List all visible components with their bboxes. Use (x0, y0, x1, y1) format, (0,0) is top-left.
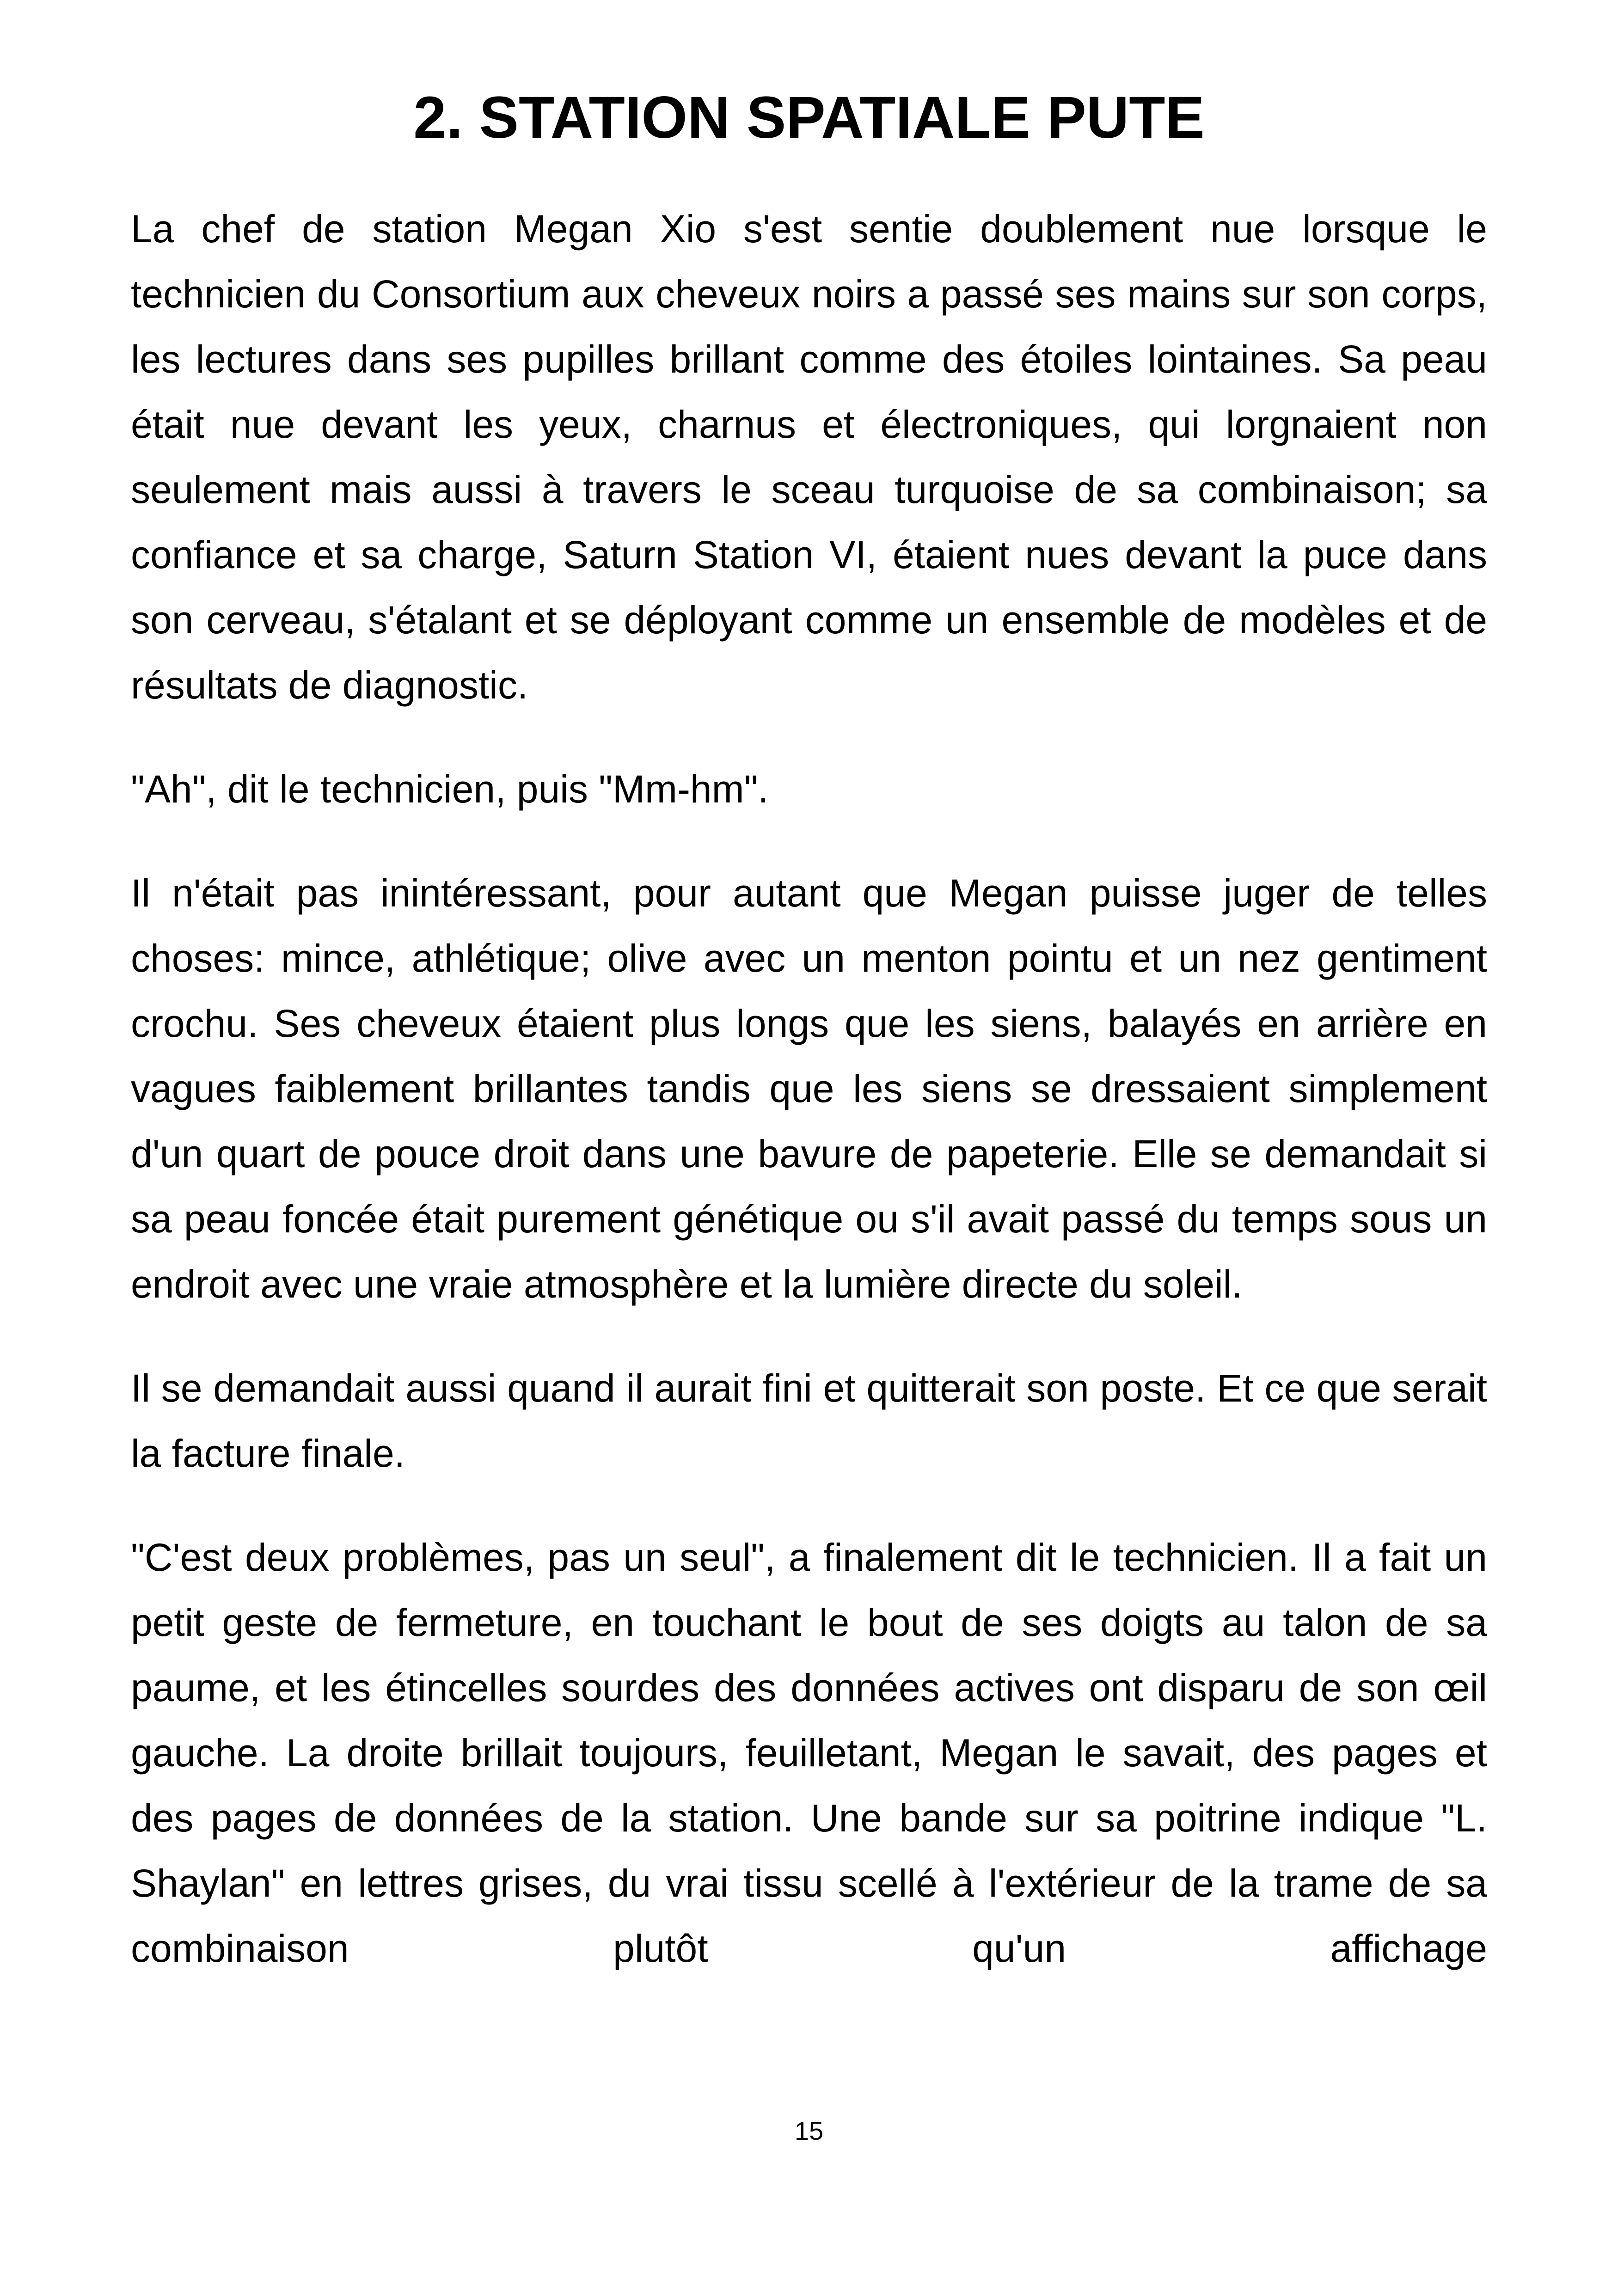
paragraph: "Ah", dit le technicien, puis "Mm-hm". (131, 767, 769, 811)
paragraph: Il n'était pas inintéressant, pour autant que Megan puisse juger de telles choses: mince, athlétique; olive avec un menton pointu et un nez gentiment crochu. Ses cheveux étaient plus longs que les siens, balayés en arrière en vagues faiblement brillantes tandis que les siens se dressaient simplement d'un quart de pouce droit dans une bavure de papeterie. Elle se demandait si sa peau foncée était purement génétique ou s'il avait passé du temps sous un endroit avec une vraie atmosphère et la lumière directe du soleil. (131, 871, 1487, 1306)
chapter-title: 2. STATION SPATIALE PUTE (413, 85, 1205, 151)
paragraph: "C'est deux problèmes, pas un seul", a finalement dit le technicien. Il a fait un petit geste de fermeture, en touchant le bout de ses doigts au talon de sa paume, et les étincelles sourdes des données actives ont disparu de son œil gauche. La droite brillait toujours, feuilletant, Megan le savait, des pages et des pages de données de la station. Une bande sur sa poitrine indique "L. Shaylan" en lettres grises, du vrai tissu scellé à l'extérieur de la trame de sa combinaison plutôt qu'un affichage (131, 1536, 1487, 1970)
paragraph: La chef de station Megan Xio s'est sentie doublement nue lorsque le technicien du Consortium aux cheveux noirs a passé ses mains sur son corps, les lectures dans ses pupilles brillant comme des étoiles lointaines. Sa peau était nue devant les yeux, charnus et électroniques, qui lorgnaient non seulement mais aussi à travers le sceau turquoise de sa combinaison; sa confiance et sa charge, Saturn Station VI, étaient nues devant la puce dans son cerveau, s'étalant et se déployant comme un ensemble de modèles et de résultats de diagnostic. (131, 207, 1487, 707)
page-number: 15 (794, 2116, 824, 2145)
chapter-body (131, 196, 1487, 1981)
paragraph: Il se demandait aussi quand il aurait fini et quitterait son poste. Et ce que serait la facture finale. (131, 1366, 1487, 1475)
